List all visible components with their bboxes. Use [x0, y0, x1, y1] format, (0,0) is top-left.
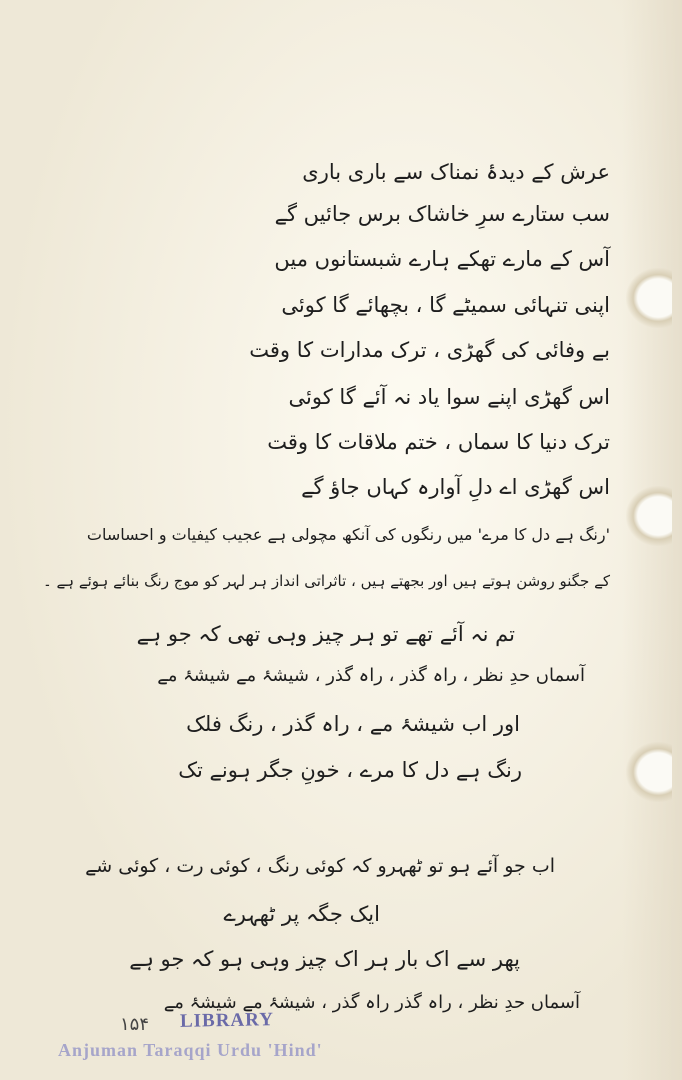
verse-line: آس کے مارے تھکے ہارے شبستانوں میں: [274, 247, 610, 271]
library-stamp-org: Anjuman Taraqqi Urdu 'Hind': [58, 1040, 323, 1060]
page-number: ۱۵۴: [120, 1014, 150, 1035]
verse-line: ترک دنیا کا سماں ، ختم ملاقات کا وقت: [267, 430, 610, 454]
verse-line: تم نہ آئے تھے تو ہر چیز وہی تھی کہ جو ہے: [136, 622, 515, 646]
verse-line: آسماں حدِ نظر ، راہ گذر راہ گذر ، شیشۂ مے شیشۂ مے: [163, 992, 580, 1013]
verse-line: اس گھڑی اپنے سوا یاد نہ آئے گا کوئی: [288, 385, 610, 409]
verse-line: عرش کے دیدۂ نمناک سے باری باری: [302, 160, 610, 184]
verse-line: اب جو آئے ہو تو ٹھہرو کہ کوئی رنگ ، کوئی رت ، کوئی شے: [85, 855, 555, 877]
verse-line: بے وفائی کی گھڑی ، ترک مدارات کا وقت: [249, 338, 610, 362]
verse-line: ایک جگہ پر ٹھہرے: [223, 902, 380, 926]
verse-line: اپنی تنہائی سمیٹے گا ، بچھائے گا کوئی: [281, 293, 610, 317]
verse-line: اور اب شیشۂ مے ، راہ گذر ، رنگ فلک: [186, 712, 520, 736]
verse-line: پھر سے اک بار ہر اک چیز وہی ہو کہ جو ہے: [129, 947, 520, 971]
page-tear-mark: [626, 268, 672, 328]
verse-line: سب ستارے سرِ خاشاک برس جائیں گے: [274, 202, 610, 226]
page-tear-mark: [626, 742, 672, 802]
verse-line: اس گھڑی اے دلِ آوارہ کہاں جاؤ گے: [301, 475, 610, 499]
verse-line: آسماں حدِ نظر ، راہ گذر ، راہ گذر ، شیشۂ مے شیشۂ مے: [157, 665, 585, 686]
verse-line: رنگ ہے دل کا مرے ، خونِ جگر ہونے تک: [178, 758, 522, 782]
library-stamp: LIBRARY: [179, 1009, 275, 1032]
prose-line: کے جگنو روشن ہوتے ہیں اور بجھتے ہیں ، تاثراتی انداز ہر لہر کو موج رنگ بنائے ہوئے ہے ۔: [42, 572, 610, 590]
prose-line: 'رنگ ہے دل کا مرے' میں رنگوں کی آنکھ مچولی ہے عجیب کیفیات و احساسات: [86, 525, 610, 544]
page-tear-mark: [626, 486, 672, 546]
